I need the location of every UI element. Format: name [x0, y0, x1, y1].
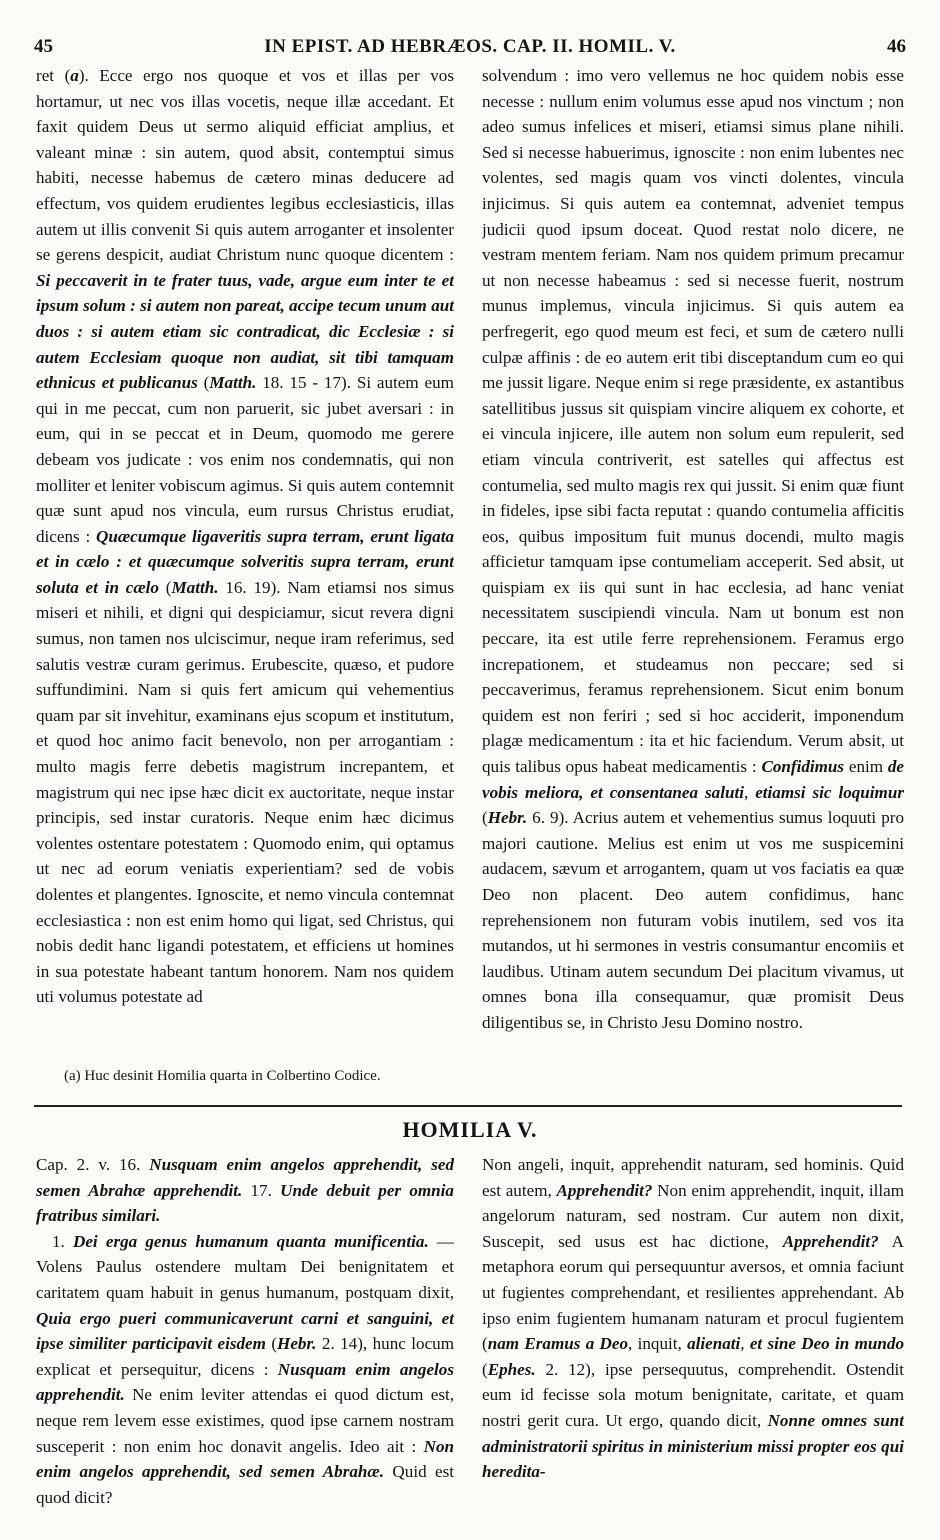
text-run: (	[197, 373, 210, 393]
italic-run: alienati	[687, 1334, 741, 1354]
text-column-right-top	[482, 63, 904, 1088]
paragraph	[36, 1152, 454, 1229]
running-title: IN EPIST. AD HEBRÆOS. CAP. II. HOMIL. V.	[264, 36, 676, 57]
italic-run: Matth.	[171, 577, 219, 597]
italic-run: Unde debuit per omnia fratribus similari.	[36, 1180, 454, 1226]
text-run: solvendum : imo vero vellemus ne hoc quidem nobis esse necesse : nullum enim volumus esse apud nos vinctum ; non adeo sumus infelices et miseri, etiamsi simus plane nihili. Sed si necesse habuerimus, ignoscite : non enim lubentes nec volentes, sed magis quam vos vincti dolentes, vincula injicimus. Si quis autem ea contemnat, adveniet tempus judicii quod ipsum doceat. Quod restat nolo dicere, ne vestram mentem feriam. Nam nos quidem primum precamur ut non necesse habeamus : sed si necesse fuerit, nostrum munus implemus, vincula injicimus. Si quis autem ea perfregerit, ego quod meum est feci, et sum de cætero nulli culpæ affinis : de eo autem erit tibi disceptandum cum eo qui me jussit ligare. Neque enim si rege præsidente, ex astantibus satellitibus jussus sit quispiam vincire aliquem ex cohorte, et ei vincula injicere, ille autem non solum eum repulerit, sed etiam vincula contriverit, est satelles qui affectus est contumelia, sed multo magis rex qui jussit. Si enim quæ fiunt in fideles, ipse sibi facta reputat : quando contumelia afficitis eos, quibus impositum fuit munus docendi, multo magis afficietur tamquam ipse contumeliam acceperit. Sed absit, ut quispiam ex iis qui sunt in hac ecclesia, ad hanc veniat necessitatem suscipiendi vincula. Nam ut bonum est non peccare, ita est utile ferre reprehensionem. Feramus ergo increpationem, et studeamus non peccare; sed si peccaverimus, feramus reprehensionem. Sicut enim bonum quidem est non feriri ; sed si hoc acciderit, imponendum plagæ medicamentum : ita et hic faciendum. Verum absit, ut quis talibus opus habeat medicamentis :	[482, 66, 904, 777]
italic-run: a	[70, 66, 79, 85]
text-run: ,	[740, 1334, 750, 1354]
text-run: ret (	[36, 66, 71, 85]
paragraph	[482, 1152, 904, 1485]
text-run: ). Ecce ergo nos quoque et vos et illas per vos hortamur, ut nec vos illas vocetis, neque illæ accedant. Et faxit quidem Deus ut sermo aliquid efficiat amplius, et valeant minæ : sin autem, quod absit, contemptui simus habiti, necesse habemus de cætero minas deducere ad effectum, vos quidem erudientes legibus ecclesiasticis, illas autem ut illis convenit Si quis autem arroganter et insolenter se gerens despicit, audiat Christum nunc quoque dicentem :	[36, 66, 454, 265]
page-number-left: 45	[34, 36, 53, 57]
text-column-right-bottom	[482, 1152, 904, 1540]
italic-run: Quia ergo pueri communicaverunt carni et sanguini, et ipse similiter participavit eisdem	[36, 1308, 454, 1354]
italic-run: Nusquam enim angelos apprehendit.	[36, 1359, 454, 1405]
homily-title: HOMILIA V.	[402, 1117, 538, 1142]
text-run: Non angeli, inquit, apprehendit naturam, sed hominis. Quid est autem,	[482, 1155, 904, 1200]
paragraph	[36, 1229, 454, 1511]
text-run: Ne enim leviter attendas ei quod dictum est, neque rem levem esse existimes, quod ipse carnem nostram susceperit : non enim hoc donavit angelis. Ideo ait :	[36, 1385, 454, 1456]
italic-run: Nusquam enim angelos apprehendit, sed semen Abrahæ apprehendit.	[36, 1155, 454, 1200]
text-run: 2. 12), ipse persequutus, comprehendit. Ostendit eum id fecisse sola motum benignitate, caritate, et quam nostri gerit cura. Ut ergo, quando dicit,	[482, 1359, 904, 1430]
text-run: 2. 14), hunc locum explicat et persequitur, dicens :	[36, 1334, 454, 1379]
text-run: 18. 15 - 17). Si autem eum qui in me peccat, cum non paruerit, sic jubet aversari : in eum, qui in se peccat et in Deum, quomodo me gerere debeam vos judicate : vos enim nos condemnatis, qui non molliter et leniter vobiscum agimus. Si quis autem contemnit quæ sunt apud nos vincula, eum rursus Christus erudiat, dicens :	[36, 373, 454, 546]
text-run: (	[158, 577, 172, 597]
paragraph	[36, 63, 454, 1010]
text-run: 17.	[242, 1180, 281, 1200]
text-run: 6. 9). Acrius autem et vehementius sumus loquuti pro majori cautione. Melius est enim ut vos me suspicemini audacem, sævum et arrogantem, quam ut vos faciatis ea quæ Deo non placent. Deo autem confidimus, hanc reprehensionem non futuram vobis inutilem, sed vos ita mutandos, ut hi sermones in vestris consumantur encomiis et laudibus. Utinam autem secundum Dei placitum vivamus, ut omnes bona illa consequamur, quæ promisit Deus diligentibus se, in Christo Jesu Domino nostro.	[482, 808, 904, 1032]
text-run: , inquit,	[628, 1334, 688, 1354]
text-run: (	[265, 1334, 278, 1354]
text-run: (	[482, 808, 488, 828]
italic-run: Hebr.	[277, 1334, 317, 1354]
text-column-left-bottom	[36, 1152, 454, 1540]
italic-run: Si peccaverit in te frater tuus, vade, argue eum inter te et ipsum solum : si autem non pareat, accipe tecum unum aut duos : si autem etiam sic contradicat, dic Ecclesiæ : si autem Ecclesiam quoque non audiat, sit tibi tamquam ethnicus et publicanus	[36, 270, 454, 393]
text-run: 1.	[52, 1231, 73, 1251]
italic-run: de vobis meliora, et consentanea saluti	[482, 757, 904, 802]
italic-run: Apprehendit?	[556, 1180, 653, 1200]
paragraph	[482, 63, 904, 1036]
italic-run: etiamsi sic loquimur	[755, 782, 904, 802]
footnote: (a) Huc desinit Homilia quarta in Colbertino Codice.	[64, 1068, 381, 1084]
text-run: ,	[743, 782, 756, 802]
section-divider	[34, 1105, 902, 1107]
italic-run: Non enim angelos apprehendit, sed semen Abrahæ.	[36, 1436, 454, 1482]
italic-run: Dei erga genus humanum quanta munificentia.	[73, 1231, 429, 1251]
text-run: 16. 19). Nam etiamsi nos simus miseri et nihili, et digni qui despiciamur, sicut revera digni sumus, non tamen nos ulciscimur, neque iram referimus, sed salutis vestræ curam gerimus. Erubescite, quæso, et pudore suffundimini. Nam si quis fert amicum qui vehementius quam par sit invehitur, examinans ejus scopum et institutum, et quod hoc animo facit benevolo, non per arrogantiam : multo magis ferre debetis magistrum increpantem, et magistrum qui nec ipse hæc dicit ex auctoritate, neque instar principis, sed instar curatoris. Neque enim hæc dicimus volentes ostentare potestatem : Quomodo enim, qui optamus ut nec ad eorum veniatis experientiam? sed de vobis dolentes et plangentes. Ignoscite, et nemo vincula contemnat ecclesiastica : non est enim homo qui ligat, sed Christus, qui nobis dedit hanc ligandi potestatem, et efficiens ut homines in sua potestate habeant tantum honorem. Nam nos quidem uti volumus potestate ad	[36, 577, 454, 1007]
italic-run: et sine Deo in mundo	[749, 1334, 904, 1354]
italic-run: Matth.	[209, 373, 257, 393]
text-run: enim	[844, 757, 888, 777]
italic-run: Quæcumque ligaveritis supra terram, erunt ligata et in cælo : et quæcumque solveritis supra terram, erunt soluta et in cælo	[36, 526, 454, 597]
italic-run: Confidimus	[761, 757, 845, 777]
italic-run: nam Eramus a Deo	[487, 1334, 629, 1354]
text-run: (	[482, 1359, 488, 1379]
italic-run: Nonne omnes sunt administratorii spiritus in ministerium missi propter eos qui heredita-	[482, 1410, 904, 1482]
text-run: Cap. 2. v. 16.	[36, 1155, 150, 1174]
text-run: — Volens Paulus ostendere multam Dei benignitatem et caritatem quam habuit in genus humanum, postquam dixit,	[36, 1231, 454, 1302]
text-run: Non enim apprehendit, inquit, illam angelorum naturam, sed nostram. Cur autem non dixit, Suscepit, sed usus est hac dictione,	[482, 1180, 904, 1251]
page-number-right: 46	[887, 36, 906, 57]
text-column-left-top	[36, 63, 454, 1065]
italic-run: Apprehendit?	[782, 1231, 879, 1251]
italic-run: Hebr.	[487, 808, 528, 828]
text-run: A metaphora eorum qui persequuntur aversos, et omnia faciunt ut fugientes comprehendant, et resilientes apprehendant. Ab ipso enim fugientem humanam naturam et procul fugientem (	[482, 1231, 904, 1354]
text-run: Quid est quod dicit?	[36, 1462, 454, 1507]
running-header	[34, 36, 906, 62]
italic-run: Ephes.	[487, 1359, 536, 1379]
